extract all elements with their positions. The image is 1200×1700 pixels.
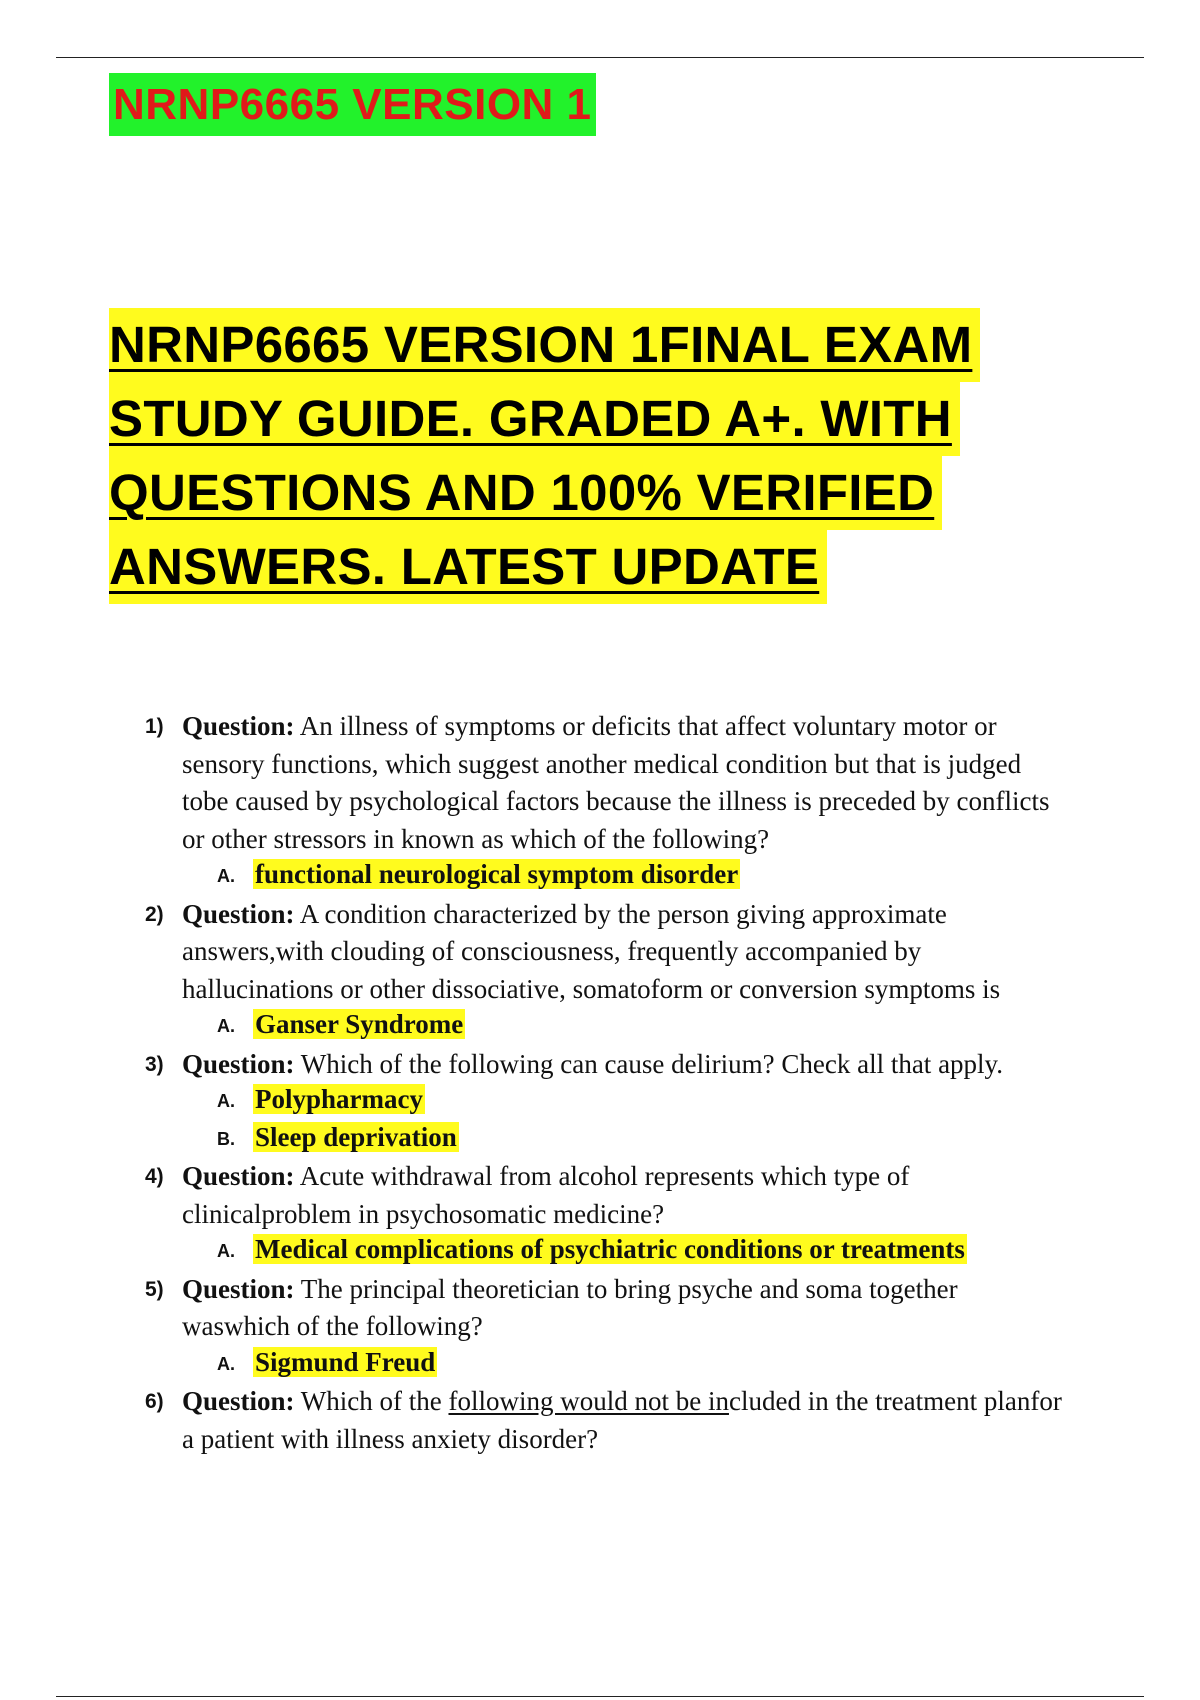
question-text: A condition characterized by the person giving approximate answers,with clouding of consciousness, frequently accompanied by hallucinations or other dissociative, somatoform or conversion symptoms is (182, 898, 1001, 1004)
document-title (109, 308, 1139, 604)
bottom-rule (56, 1696, 1144, 1697)
question-text: cluded in the treatment planfor a patient with illness anxiety disorder? (182, 1386, 1062, 1454)
question-label: Question: (182, 711, 295, 741)
version-tag: NRNP6665 VERSION 1 (109, 73, 596, 136)
answer-item (217, 1008, 1105, 1046)
question-body (182, 896, 1072, 1009)
answer-text: Sigmund Freud (255, 1346, 436, 1377)
answer-text: Polypharmacy (255, 1084, 423, 1114)
question-item (145, 1271, 1105, 1346)
question-number: 5) (145, 1277, 164, 1301)
title-line: STUDY GUIDE. GRADED A+. WITH (109, 382, 960, 456)
question-item (145, 896, 1105, 1009)
question-body (182, 1383, 1072, 1458)
question-label: Question: (182, 1161, 295, 1191)
answer-letter: A. (217, 1016, 235, 1036)
question-list (145, 708, 1105, 1458)
question-number: 1) (145, 715, 164, 738)
answer-item (217, 858, 1105, 896)
answer-letter: A. (217, 1091, 235, 1111)
answer-letter: A. (217, 866, 235, 886)
title-line: ANSWERS. LATEST UPDATE (109, 530, 827, 604)
top-rule (56, 57, 1144, 58)
question-number: 6) (145, 1390, 164, 1413)
question-label: Question: (182, 1048, 295, 1079)
question-label: Question: (182, 1386, 295, 1416)
question-item (145, 1158, 1105, 1233)
question-number: 4) (145, 1165, 164, 1188)
answer-text: Ganser Syndrome (255, 1009, 464, 1039)
question-text: Which of the (300, 1386, 449, 1416)
answer-letter: A. (217, 1241, 235, 1261)
question-text: Acute withdrawal from alcohol represents which type of clinicalproblem in psychosomatic medicine? (182, 1161, 910, 1229)
question-number: 3) (145, 1052, 164, 1076)
question-text: The principal theoretician to bring psyche and soma together waswhich of the following? (182, 1273, 958, 1341)
answer-letter: A. (217, 1353, 235, 1374)
question-item (145, 1383, 1105, 1458)
question-label: Question: (182, 898, 295, 929)
answer-item (217, 1083, 1105, 1121)
title-line: NRNP6665 VERSION 1FINAL EXAM (109, 308, 980, 382)
question-body (182, 1046, 1072, 1084)
answer-letter: B. (217, 1128, 235, 1149)
answer-text: Medical complications of psychiatric conditions or treatments (255, 1234, 965, 1264)
question-body (182, 708, 1072, 858)
question-item (145, 1046, 1105, 1084)
question-item (145, 708, 1105, 858)
question-body (182, 1158, 1072, 1233)
title-line: QUESTIONS AND 100% VERIFIED (109, 456, 942, 530)
question-text: An illness of symptoms or deficits that affect voluntary motor or sensory functions, which suggest another medical condition but that is judged tobe caused by psychological factors because the illness is preceded by conflicts or other stressors in known as which of the following? (182, 711, 1050, 854)
answer-item (217, 1346, 1105, 1384)
answer-text: functional neurological symptom disorder (255, 859, 739, 889)
answer-item (217, 1121, 1105, 1159)
answer-item (217, 1233, 1105, 1271)
question-number: 2) (145, 902, 164, 926)
question-text-underlined: following would not be in (448, 1386, 729, 1416)
question-text: Which of the following can cause delirium? Check all that apply. (300, 1048, 1004, 1079)
answer-text: Sleep deprivation (255, 1121, 457, 1152)
question-label: Question: (182, 1273, 295, 1304)
question-body (182, 1271, 1072, 1346)
